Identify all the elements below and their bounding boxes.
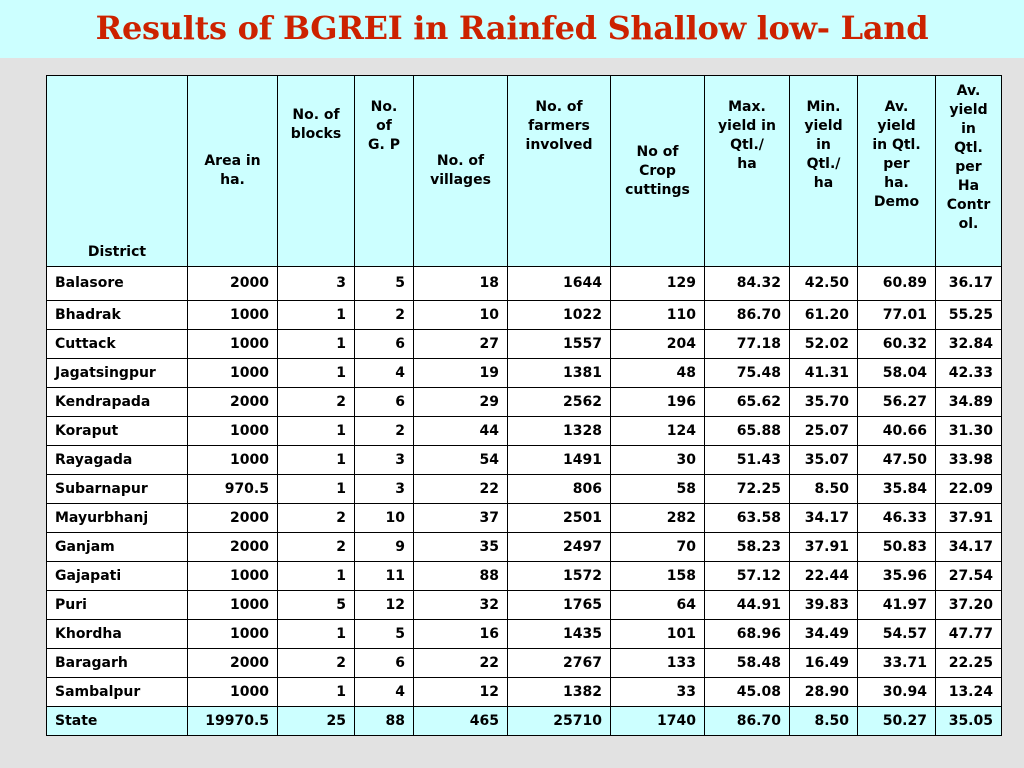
cell-avg-yield-demo: 77.01 — [858, 301, 936, 330]
cell-farmers: 1644 — [508, 267, 611, 301]
cell-area: 2000 — [188, 649, 278, 678]
cell-farmers: 1328 — [508, 417, 611, 446]
table-row — [47, 388, 1002, 417]
cell-villages: 18 — [414, 267, 508, 301]
cell-gp: 11 — [355, 562, 414, 591]
cell-district: Balasore — [47, 267, 188, 301]
header-line: farmers — [528, 118, 590, 134]
table-row — [47, 446, 1002, 475]
cell-district: Kendrapada — [47, 388, 188, 417]
title-bar — [0, 0, 1024, 58]
cell-max-yield: 45.08 — [705, 678, 790, 707]
cell-max-yield: 65.88 — [705, 417, 790, 446]
cell-area: 1000 — [188, 678, 278, 707]
header-avg-yield-control — [936, 76, 1002, 267]
cell-area: 1000 — [188, 330, 278, 359]
cell-max-yield: 51.43 — [705, 446, 790, 475]
header-line: in — [816, 137, 831, 153]
table-row — [47, 330, 1002, 359]
cell-blocks: 1 — [278, 330, 355, 359]
header-line: No. — [370, 99, 398, 115]
cell-villages: 32 — [414, 591, 508, 620]
cell-crop-cuttings: 33 — [611, 678, 705, 707]
cell-blocks: 1 — [278, 301, 355, 330]
header-line: yield — [949, 102, 988, 118]
results-table — [46, 75, 1002, 736]
header-min-yield — [790, 76, 858, 267]
cell-avg-yield-control: 42.33 — [936, 359, 1002, 388]
cell-crop-cuttings: 30 — [611, 446, 705, 475]
cell-farmers: 25710 — [508, 707, 611, 736]
cell-district: Bhadrak — [47, 301, 188, 330]
header-crop-cuttings — [611, 76, 705, 267]
cell-crop-cuttings: 110 — [611, 301, 705, 330]
cell-blocks: 1 — [278, 359, 355, 388]
header-line: Ha — [957, 178, 980, 194]
header-line: ha — [813, 175, 834, 191]
cell-area: 970.5 — [188, 475, 278, 504]
cell-avg-yield-control: 47.77 — [936, 620, 1002, 649]
table-row — [47, 301, 1002, 330]
header-line: in Qtl. — [872, 137, 921, 153]
cell-villages: 27 — [414, 330, 508, 359]
table-row — [47, 504, 1002, 533]
cell-avg-yield-demo: 50.27 — [858, 707, 936, 736]
header-line: per — [955, 159, 982, 175]
cell-farmers: 2767 — [508, 649, 611, 678]
cell-area: 1000 — [188, 359, 278, 388]
header-line: Qtl./ — [806, 156, 841, 172]
cell-gp: 9 — [355, 533, 414, 562]
cell-avg-yield-demo: 58.04 — [858, 359, 936, 388]
cell-blocks: 1 — [278, 446, 355, 475]
cell-blocks: 1 — [278, 678, 355, 707]
cell-blocks: 2 — [278, 388, 355, 417]
header-villages — [414, 76, 508, 267]
cell-farmers: 806 — [508, 475, 611, 504]
header-line: ol. — [958, 216, 979, 232]
cell-blocks: 25 — [278, 707, 355, 736]
cell-villages: 22 — [414, 475, 508, 504]
cell-farmers: 1381 — [508, 359, 611, 388]
cell-min-yield: 25.07 — [790, 417, 858, 446]
cell-gp: 10 — [355, 504, 414, 533]
cell-avg-yield-demo: 60.32 — [858, 330, 936, 359]
cell-max-yield: 84.32 — [705, 267, 790, 301]
cell-crop-cuttings: 129 — [611, 267, 705, 301]
cell-gp: 12 — [355, 591, 414, 620]
cell-villages: 16 — [414, 620, 508, 649]
cell-gp: 6 — [355, 649, 414, 678]
cell-blocks: 5 — [278, 591, 355, 620]
cell-district: Baragarh — [47, 649, 188, 678]
cell-villages: 10 — [414, 301, 508, 330]
cell-crop-cuttings: 282 — [611, 504, 705, 533]
cell-district: Khordha — [47, 620, 188, 649]
header-line: yield — [877, 118, 916, 134]
cell-avg-yield-demo: 60.89 — [858, 267, 936, 301]
table-row — [47, 533, 1002, 562]
header-line: Area in — [204, 153, 261, 169]
cell-avg-yield-control: 34.89 — [936, 388, 1002, 417]
cell-farmers: 2501 — [508, 504, 611, 533]
cell-farmers: 1491 — [508, 446, 611, 475]
cell-villages: 44 — [414, 417, 508, 446]
cell-gp: 2 — [355, 301, 414, 330]
cell-blocks: 1 — [278, 417, 355, 446]
cell-crop-cuttings: 70 — [611, 533, 705, 562]
cell-farmers: 1557 — [508, 330, 611, 359]
cell-villages: 19 — [414, 359, 508, 388]
header-farmers — [508, 76, 611, 267]
cell-avg-yield-control: 22.09 — [936, 475, 1002, 504]
cell-district: Cuttack — [47, 330, 188, 359]
cell-gp: 4 — [355, 359, 414, 388]
cell-blocks: 2 — [278, 533, 355, 562]
cell-district: Ganjam — [47, 533, 188, 562]
cell-blocks: 2 — [278, 504, 355, 533]
cell-villages: 465 — [414, 707, 508, 736]
table-row — [47, 562, 1002, 591]
cell-min-yield: 61.20 — [790, 301, 858, 330]
cell-gp: 5 — [355, 267, 414, 301]
cell-max-yield: 86.70 — [705, 301, 790, 330]
header-district — [47, 76, 188, 267]
cell-avg-yield-control: 22.25 — [936, 649, 1002, 678]
header-line: No. of — [535, 99, 583, 115]
cell-max-yield: 75.48 — [705, 359, 790, 388]
cell-min-yield: 16.49 — [790, 649, 858, 678]
cell-gp: 5 — [355, 620, 414, 649]
cell-crop-cuttings: 64 — [611, 591, 705, 620]
cell-min-yield: 39.83 — [790, 591, 858, 620]
cell-district: Rayagada — [47, 446, 188, 475]
cell-area: 1000 — [188, 591, 278, 620]
cell-min-yield: 28.90 — [790, 678, 858, 707]
header-avg-yield-demo — [858, 76, 936, 267]
cell-district: State — [47, 707, 188, 736]
cell-gp: 3 — [355, 446, 414, 475]
header-line: Qtl./ — [730, 137, 764, 153]
cell-farmers: 2562 — [508, 388, 611, 417]
table-row — [47, 417, 1002, 446]
table-row — [47, 591, 1002, 620]
cell-area: 2000 — [188, 388, 278, 417]
header-line: ha. — [884, 175, 909, 191]
cell-farmers: 1572 — [508, 562, 611, 591]
cell-area: 1000 — [188, 417, 278, 446]
cell-area: 2000 — [188, 267, 278, 301]
cell-area: 2000 — [188, 504, 278, 533]
cell-gp: 3 — [355, 475, 414, 504]
table-row — [47, 620, 1002, 649]
cell-district: Puri — [47, 591, 188, 620]
cell-district: Subarnapur — [47, 475, 188, 504]
cell-farmers: 2497 — [508, 533, 611, 562]
cell-blocks: 3 — [278, 267, 355, 301]
cell-avg-yield-control: 27.54 — [936, 562, 1002, 591]
cell-avg-yield-control: 32.84 — [936, 330, 1002, 359]
cell-villages: 37 — [414, 504, 508, 533]
header-blocks — [278, 76, 355, 267]
cell-crop-cuttings: 204 — [611, 330, 705, 359]
cell-farmers: 1765 — [508, 591, 611, 620]
cell-crop-cuttings: 48 — [611, 359, 705, 388]
cell-min-yield: 35.70 — [790, 388, 858, 417]
cell-villages: 54 — [414, 446, 508, 475]
cell-avg-yield-control: 36.17 — [936, 267, 1002, 301]
header-line: No of — [636, 143, 679, 160]
cell-crop-cuttings: 133 — [611, 649, 705, 678]
cell-district: Mayurbhanj — [47, 504, 188, 533]
cell-avg-yield-control: 33.98 — [936, 446, 1002, 475]
cell-crop-cuttings: 124 — [611, 417, 705, 446]
header-line: ha — [737, 156, 757, 172]
cell-max-yield: 77.18 — [705, 330, 790, 359]
cell-area: 1000 — [188, 562, 278, 591]
header-line: Qtl. — [954, 140, 983, 156]
cell-max-yield: 86.70 — [705, 707, 790, 736]
table-row — [47, 678, 1002, 707]
header-line: No. of — [292, 107, 340, 123]
header-line: villages — [430, 172, 491, 188]
cell-district: Gajapati — [47, 562, 188, 591]
cell-area: 1000 — [188, 301, 278, 330]
header-line: in — [961, 121, 976, 137]
cell-blocks: 2 — [278, 649, 355, 678]
header-line: per — [883, 156, 910, 172]
cell-min-yield: 22.44 — [790, 562, 858, 591]
cell-farmers: 1382 — [508, 678, 611, 707]
cell-blocks: 1 — [278, 475, 355, 504]
cell-crop-cuttings: 1740 — [611, 707, 705, 736]
cell-villages: 22 — [414, 649, 508, 678]
header-line: yield in — [718, 118, 776, 134]
cell-crop-cuttings: 101 — [611, 620, 705, 649]
cell-min-yield: 34.49 — [790, 620, 858, 649]
header-line: involved — [525, 137, 593, 153]
header-line: No. of — [436, 153, 485, 169]
cell-avg-yield-demo: 41.97 — [858, 591, 936, 620]
cell-avg-yield-demo: 35.84 — [858, 475, 936, 504]
cell-blocks: 1 — [278, 562, 355, 591]
cell-gp: 2 — [355, 417, 414, 446]
cell-farmers: 1022 — [508, 301, 611, 330]
header-row — [47, 76, 1002, 267]
header-line: G. P — [368, 137, 400, 153]
state-total-row — [47, 707, 1002, 736]
cell-max-yield: 44.91 — [705, 591, 790, 620]
cell-max-yield: 58.48 — [705, 649, 790, 678]
cell-max-yield: 58.23 — [705, 533, 790, 562]
cell-villages: 88 — [414, 562, 508, 591]
cell-max-yield: 68.96 — [705, 620, 790, 649]
cell-avg-yield-control: 35.05 — [936, 707, 1002, 736]
cell-villages: 12 — [414, 678, 508, 707]
cell-area: 19970.5 — [188, 707, 278, 736]
cell-avg-yield-control: 34.17 — [936, 533, 1002, 562]
cell-avg-yield-demo: 40.66 — [858, 417, 936, 446]
header-line: Crop — [639, 162, 676, 179]
cell-crop-cuttings: 158 — [611, 562, 705, 591]
cell-gp: 6 — [355, 330, 414, 359]
cell-avg-yield-demo: 56.27 — [858, 388, 936, 417]
header-line: cuttings — [625, 181, 690, 198]
cell-avg-yield-control: 13.24 — [936, 678, 1002, 707]
header-max-yield — [705, 76, 790, 267]
cell-area: 1000 — [188, 446, 278, 475]
cell-avg-yield-control: 55.25 — [936, 301, 1002, 330]
cell-blocks: 1 — [278, 620, 355, 649]
cell-min-yield: 42.50 — [790, 267, 858, 301]
cell-crop-cuttings: 58 — [611, 475, 705, 504]
cell-avg-yield-demo: 47.50 — [858, 446, 936, 475]
cell-district: Sambalpur — [47, 678, 188, 707]
cell-min-yield: 8.50 — [790, 707, 858, 736]
cell-area: 2000 — [188, 533, 278, 562]
header-line: Av. — [884, 99, 909, 115]
header-area — [188, 76, 278, 267]
header-line: Min. — [806, 99, 841, 115]
cell-avg-yield-demo: 30.94 — [858, 678, 936, 707]
cell-area: 1000 — [188, 620, 278, 649]
header-line: ha. — [220, 172, 245, 188]
cell-min-yield: 35.07 — [790, 446, 858, 475]
cell-max-yield: 65.62 — [705, 388, 790, 417]
cell-district: Koraput — [47, 417, 188, 446]
table-row — [47, 359, 1002, 388]
table-row — [47, 475, 1002, 504]
header-line: Max. — [728, 99, 766, 115]
cell-avg-yield-demo: 54.57 — [858, 620, 936, 649]
cell-min-yield: 52.02 — [790, 330, 858, 359]
cell-avg-yield-demo: 35.96 — [858, 562, 936, 591]
header-line: Contr — [946, 197, 991, 213]
cell-min-yield: 41.31 — [790, 359, 858, 388]
header-line: yield — [804, 118, 843, 134]
cell-max-yield: 57.12 — [705, 562, 790, 591]
cell-max-yield: 72.25 — [705, 475, 790, 504]
header-line: District — [87, 244, 147, 260]
cell-villages: 29 — [414, 388, 508, 417]
header-line: Demo — [873, 194, 920, 210]
cell-avg-yield-control: 31.30 — [936, 417, 1002, 446]
header-gp — [355, 76, 414, 267]
cell-min-yield: 37.91 — [790, 533, 858, 562]
header-line: blocks — [290, 126, 342, 142]
slide-title: Results of BGREI in Rainfed Shallow low- Land — [95, 9, 929, 47]
cell-avg-yield-demo: 33.71 — [858, 649, 936, 678]
cell-district: Jagatsingpur — [47, 359, 188, 388]
header-line: of — [376, 118, 392, 134]
cell-gp: 6 — [355, 388, 414, 417]
cell-avg-yield-demo: 46.33 — [858, 504, 936, 533]
cell-avg-yield-control: 37.20 — [936, 591, 1002, 620]
cell-gp: 4 — [355, 678, 414, 707]
table-row — [47, 649, 1002, 678]
cell-farmers: 1435 — [508, 620, 611, 649]
cell-min-yield: 8.50 — [790, 475, 858, 504]
cell-villages: 35 — [414, 533, 508, 562]
cell-avg-yield-control: 37.91 — [936, 504, 1002, 533]
table-row — [47, 267, 1002, 301]
cell-gp: 88 — [355, 707, 414, 736]
cell-min-yield: 34.17 — [790, 504, 858, 533]
cell-crop-cuttings: 196 — [611, 388, 705, 417]
cell-max-yield: 63.58 — [705, 504, 790, 533]
header-line: Av. — [956, 83, 981, 99]
cell-avg-yield-demo: 50.83 — [858, 533, 936, 562]
